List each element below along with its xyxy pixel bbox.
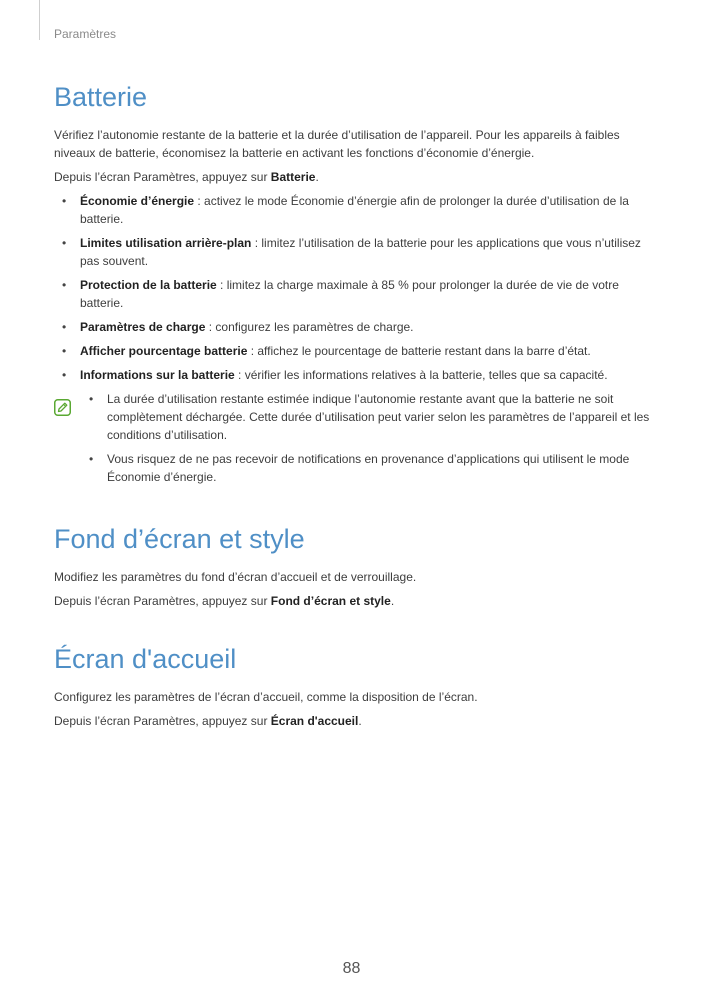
note-item: • La durée d’utilisation restante estimée indique l’autonomie restante avant que la batterie ne soit complètement déchargée. Cette durée d’utilisation peut varier selon les paramètres de l’appareil et les conditions d’utilisation. bbox=[54, 390, 650, 444]
batterie-options-list bbox=[54, 192, 650, 384]
header-rule bbox=[39, 0, 40, 40]
list-item bbox=[54, 342, 650, 360]
page-number: 88 bbox=[342, 960, 361, 977]
fond-path bbox=[54, 592, 650, 610]
option-term: Afficher pourcentage batterie bbox=[80, 344, 248, 358]
accueil-path-suffix: . bbox=[358, 714, 362, 728]
accueil-intro: Configurez les paramètres de l’écran d’accueil, comme la disposition de l’écran. bbox=[54, 690, 478, 704]
section-title-fond-ecran: Fond d’écran et style bbox=[54, 524, 305, 554]
list-item bbox=[54, 192, 650, 228]
fond-path-suffix: . bbox=[390, 594, 395, 608]
option-desc: : affichez le pourcentage de batterie restant dans la barre d’état. bbox=[247, 344, 591, 358]
list-item bbox=[54, 276, 650, 312]
section-batterie bbox=[54, 78, 650, 486]
note-item: • Vous risquez de ne pas recevoir de notifications en provenance d’applications qui utilisent le mode Économie d’énergie. bbox=[54, 450, 650, 486]
fond-intro: Modifiez les paramètres du fond d’écran d’accueil et de verrouillage. bbox=[54, 570, 417, 584]
page-content bbox=[54, 78, 650, 736]
option-term: Protection de la batterie bbox=[80, 278, 217, 292]
option-term: Économie d’énergie bbox=[80, 194, 195, 208]
option-term: Paramètres de charge bbox=[80, 320, 206, 334]
section-title-batterie: Batterie bbox=[54, 82, 148, 112]
running-header: Paramètres bbox=[54, 27, 117, 41]
option-desc: : limitez la charge maximale à 85 % pour prolonger la durée de vie de votre batterie. bbox=[80, 278, 619, 310]
accueil-path-term: Écran d'accueil bbox=[270, 714, 359, 728]
list-item bbox=[54, 366, 650, 384]
option-term: Informations sur la batterie bbox=[80, 368, 235, 382]
option-desc: : configurez les paramètres de charge. bbox=[205, 320, 414, 334]
note-list bbox=[54, 390, 650, 486]
list-item bbox=[54, 318, 650, 336]
note-block bbox=[54, 390, 650, 486]
batterie-path bbox=[54, 168, 650, 186]
option-desc: : vérifier les informations relatives à la batterie, telles que sa capacité. bbox=[234, 368, 608, 382]
option-term: Limites utilisation arrière-plan bbox=[80, 236, 252, 250]
fond-path-term: Fond d’écran et style bbox=[270, 594, 391, 608]
batterie-path-prefix: Depuis l’écran Paramètres, appuyez sur bbox=[54, 170, 271, 184]
accueil-path bbox=[54, 712, 650, 730]
section-ecran-accueil bbox=[54, 640, 650, 730]
fond-path-prefix: Depuis l’écran Paramètres, appuyez sur bbox=[54, 594, 271, 608]
option-desc: : limitez l’utilisation de la batterie pour les applications que vous n’utilisez pas souvent. bbox=[80, 236, 641, 268]
section-fond-ecran bbox=[54, 520, 650, 610]
section-title-ecran-accueil: Écran d'accueil bbox=[54, 644, 237, 674]
option-desc: : activez le mode Économie d’énergie afin de prolonger la durée d’utilisation de la batterie. bbox=[80, 194, 629, 226]
batterie-path-suffix: . bbox=[315, 170, 319, 184]
batterie-path-term: Batterie bbox=[270, 170, 316, 184]
list-item bbox=[54, 234, 650, 270]
batterie-intro: Vérifiez l’autonomie restante de la batterie et la durée d’utilisation de l’appareil. Pour les appareils à faibles niveaux de batterie, économisez la batterie en activant les fonctions d’économie d’énergie. bbox=[54, 128, 620, 160]
accueil-path-prefix: Depuis l’écran Paramètres, appuyez sur bbox=[54, 714, 271, 728]
